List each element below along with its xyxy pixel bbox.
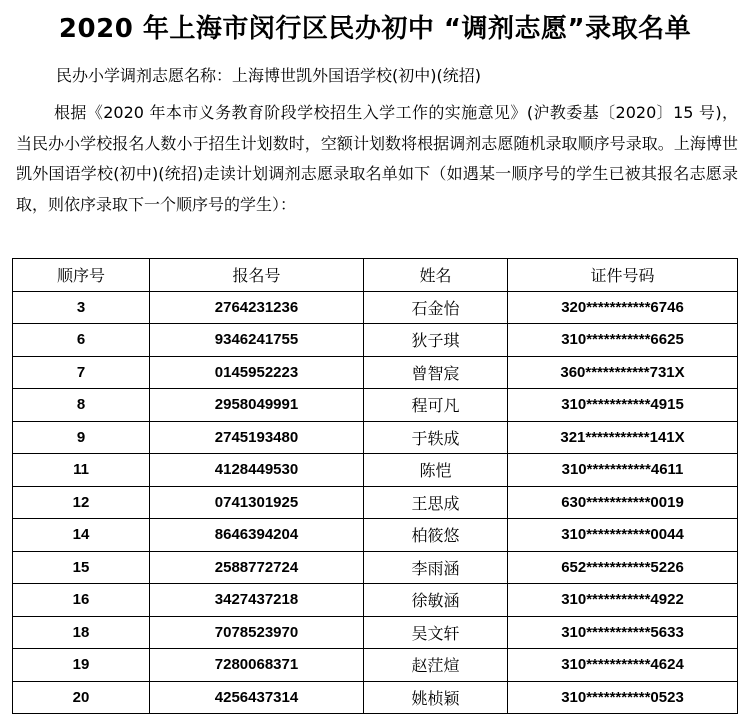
cell-registration-no: 2745193480 bbox=[150, 421, 364, 454]
cell-name: 曾智宸 bbox=[364, 356, 508, 389]
table-row bbox=[13, 454, 738, 487]
cell-id-number: 652***********5226 bbox=[508, 551, 738, 584]
page-title: 2020 年上海市闵行区民办初中 “调剂志愿”录取名单 bbox=[58, 14, 692, 44]
header-sequence: 顺序号 bbox=[13, 259, 150, 292]
cell-sequence: 12 bbox=[13, 486, 150, 519]
admission-table bbox=[12, 258, 738, 714]
header-name: 姓名 bbox=[364, 259, 508, 292]
cell-name: 徐敏涵 bbox=[364, 584, 508, 617]
cell-registration-no: 2764231236 bbox=[150, 291, 364, 324]
cell-id-number: 310***********5633 bbox=[508, 616, 738, 649]
cell-registration-no: 4256437314 bbox=[150, 681, 364, 714]
table-row bbox=[13, 389, 738, 422]
cell-name: 柏筱悠 bbox=[364, 519, 508, 552]
table-row bbox=[13, 681, 738, 714]
cell-name: 于轶成 bbox=[364, 421, 508, 454]
cell-sequence: 15 bbox=[13, 551, 150, 584]
cell-name: 陈恺 bbox=[364, 454, 508, 487]
cell-registration-no: 0145952223 bbox=[150, 356, 364, 389]
cell-id-number: 310***********4922 bbox=[508, 584, 738, 617]
table-row bbox=[13, 421, 738, 454]
cell-registration-no: 4128449530 bbox=[150, 454, 364, 487]
cell-sequence: 16 bbox=[13, 584, 150, 617]
cell-registration-no: 7280068371 bbox=[150, 649, 364, 682]
cell-id-number: 310***********4611 bbox=[508, 454, 738, 487]
cell-sequence: 18 bbox=[13, 616, 150, 649]
cell-sequence: 7 bbox=[13, 356, 150, 389]
cell-sequence: 8 bbox=[13, 389, 150, 422]
cell-id-number: 310***********4915 bbox=[508, 389, 738, 422]
cell-name: 王思成 bbox=[364, 486, 508, 519]
cell-name: 赵茳煊 bbox=[364, 649, 508, 682]
cell-id-number: 310***********6625 bbox=[508, 324, 738, 357]
table-row bbox=[13, 649, 738, 682]
notice-paragraph: 根据《2020 年本市义务教育阶段学校招生入学工作的实施意见》(沪教委基〔2020〕15 号)，当民办小学校报名人数小于招生计划数时，空额计划数将根据调剂志愿随机录取顺序号录取。上海博世凯外国语学校(初中)(统招)走读计划调剂志愿录取名单如下（如遇某一顺序号的学生已被其报名志愿录取，则依序录取下一个顺序号的学生）： bbox=[16, 103, 738, 214]
cell-sequence: 20 bbox=[13, 681, 150, 714]
table-header-row bbox=[13, 259, 738, 292]
cell-sequence: 9 bbox=[13, 421, 150, 454]
cell-name: 吴文轩 bbox=[364, 616, 508, 649]
cell-name: 石金怡 bbox=[364, 291, 508, 324]
cell-registration-no: 0741301925 bbox=[150, 486, 364, 519]
table-row bbox=[13, 616, 738, 649]
cell-registration-no: 2588772724 bbox=[150, 551, 364, 584]
cell-name: 姚桢颖 bbox=[364, 681, 508, 714]
table-row bbox=[13, 356, 738, 389]
cell-sequence: 14 bbox=[13, 519, 150, 552]
cell-sequence: 19 bbox=[13, 649, 150, 682]
cell-registration-no: 7078523970 bbox=[150, 616, 364, 649]
cell-id-number: 320***********6746 bbox=[508, 291, 738, 324]
cell-id-number: 630***********0019 bbox=[508, 486, 738, 519]
cell-name: 狄子琪 bbox=[364, 324, 508, 357]
table-row bbox=[13, 551, 738, 584]
table-row bbox=[13, 486, 738, 519]
cell-id-number: 310***********4624 bbox=[508, 649, 738, 682]
cell-registration-no: 9346241755 bbox=[150, 324, 364, 357]
header-registration-no: 报名号 bbox=[150, 259, 364, 292]
school-name-line: 民办小学调剂志愿名称：上海博世凯外国语学校(初中)(统招) bbox=[56, 66, 481, 85]
cell-id-number: 321***********141X bbox=[508, 421, 738, 454]
cell-id-number: 310***********0044 bbox=[508, 519, 738, 552]
cell-registration-no: 8646394204 bbox=[150, 519, 364, 552]
cell-sequence: 6 bbox=[13, 324, 150, 357]
cell-id-number: 360***********731X bbox=[508, 356, 738, 389]
cell-id-number: 310***********0523 bbox=[508, 681, 738, 714]
table-row bbox=[13, 584, 738, 617]
cell-registration-no: 3427437218 bbox=[150, 584, 364, 617]
cell-sequence: 3 bbox=[13, 291, 150, 324]
cell-sequence: 11 bbox=[13, 454, 150, 487]
cell-name: 李雨涵 bbox=[364, 551, 508, 584]
header-id-number: 证件号码 bbox=[508, 259, 738, 292]
table-row bbox=[13, 519, 738, 552]
table-row bbox=[13, 324, 738, 357]
cell-name: 程可凡 bbox=[364, 389, 508, 422]
cell-registration-no: 2958049991 bbox=[150, 389, 364, 422]
table-row bbox=[13, 291, 738, 324]
